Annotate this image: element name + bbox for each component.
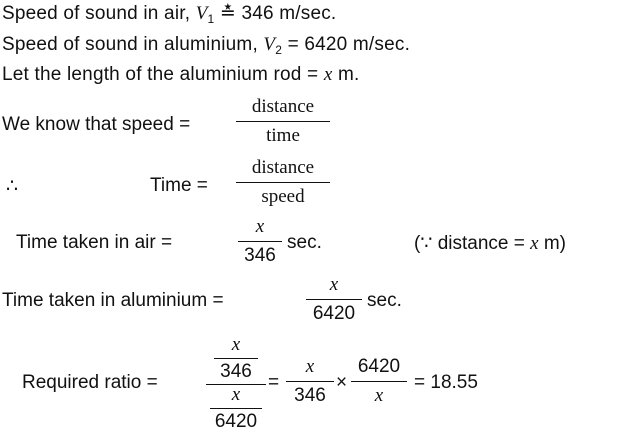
aluminium-time-numerator: x bbox=[329, 274, 339, 295]
speed-fraction bbox=[236, 96, 330, 147]
therefore-symbol: ∴ bbox=[6, 176, 19, 197]
speed-aluminium-label: Speed of sound in aluminium, bbox=[2, 34, 258, 55]
speed-fraction-numerator: distance bbox=[251, 96, 315, 117]
fraction-bar bbox=[214, 358, 258, 359]
air-time-label: Time taken in air = bbox=[16, 232, 173, 253]
x-symbol: x bbox=[323, 64, 333, 85]
v2-symbol: V bbox=[263, 34, 276, 55]
ratio-f1-den: 346 bbox=[294, 385, 326, 406]
air-time-unit: sec. bbox=[287, 232, 322, 253]
speed-aluminium-line bbox=[2, 34, 410, 57]
fraction-bar bbox=[236, 121, 330, 122]
air-time-denominator: 346 bbox=[244, 245, 276, 266]
speed-aluminium-value: = 6420 m/sec. bbox=[287, 34, 411, 55]
time-fraction-numerator: distance bbox=[251, 157, 315, 178]
ratio-fraction-two bbox=[351, 356, 407, 407]
aluminium-time-denominator: 6420 bbox=[312, 303, 356, 324]
time-fraction-denominator: speed bbox=[261, 186, 305, 207]
rod-length-unit: m. bbox=[337, 64, 360, 85]
v1-subscript: 1 bbox=[207, 12, 215, 26]
air-time-numerator: x bbox=[255, 216, 265, 237]
fraction-bar bbox=[306, 299, 362, 300]
fraction-bar bbox=[351, 381, 407, 382]
time-formula-label: Time = bbox=[150, 175, 208, 196]
ratio-nn: x bbox=[231, 334, 241, 355]
speed-air-label: Speed of sound in air, bbox=[2, 3, 191, 24]
ratio-numerator-fraction bbox=[208, 334, 264, 383]
aluminium-time-unit: sec. bbox=[367, 290, 402, 311]
speed-air-value: ≛ 346 m/sec. bbox=[219, 3, 337, 24]
aluminium-time-fraction bbox=[306, 274, 362, 325]
air-time-fraction bbox=[238, 216, 282, 267]
v1-symbol: V bbox=[195, 3, 208, 24]
speed-air-line bbox=[2, 2, 336, 26]
ratio-label: Required ratio = bbox=[22, 372, 158, 393]
ratio-f1-num: x bbox=[305, 356, 315, 377]
times-symbol: × bbox=[336, 372, 348, 393]
ratio-denominator-fraction bbox=[208, 384, 264, 433]
ratio-fraction-one bbox=[286, 356, 334, 407]
v2-subscript: 2 bbox=[275, 43, 283, 57]
ratio-equals: = bbox=[268, 372, 280, 393]
air-time-note bbox=[414, 232, 566, 255]
fraction-bar bbox=[238, 241, 282, 242]
fraction-bar bbox=[236, 182, 330, 183]
ratio-dd: 6420 bbox=[214, 411, 258, 432]
ratio-f2-den: x bbox=[374, 385, 384, 406]
ratio-dn: x bbox=[231, 384, 241, 405]
ratio-result: = 18.55 bbox=[414, 372, 478, 393]
air-time-note-prefix: (∵ distance = bbox=[414, 233, 525, 254]
ratio-f2-num: 6420 bbox=[357, 356, 401, 377]
speed-fraction-denominator: time bbox=[266, 125, 300, 146]
rod-length-label: Let the length of the aluminium rod = bbox=[2, 64, 319, 85]
fraction-bar bbox=[286, 381, 334, 382]
air-time-note-suffix: m) bbox=[543, 233, 566, 254]
speed-formula-label: We know that speed = bbox=[2, 114, 191, 135]
rod-length-line bbox=[2, 64, 359, 86]
fraction-bar bbox=[210, 408, 262, 409]
air-time-note-var: x bbox=[530, 233, 539, 254]
time-fraction bbox=[236, 157, 330, 208]
ratio-nd: 346 bbox=[220, 361, 252, 382]
aluminium-time-label: Time taken in aluminium = bbox=[2, 290, 224, 311]
